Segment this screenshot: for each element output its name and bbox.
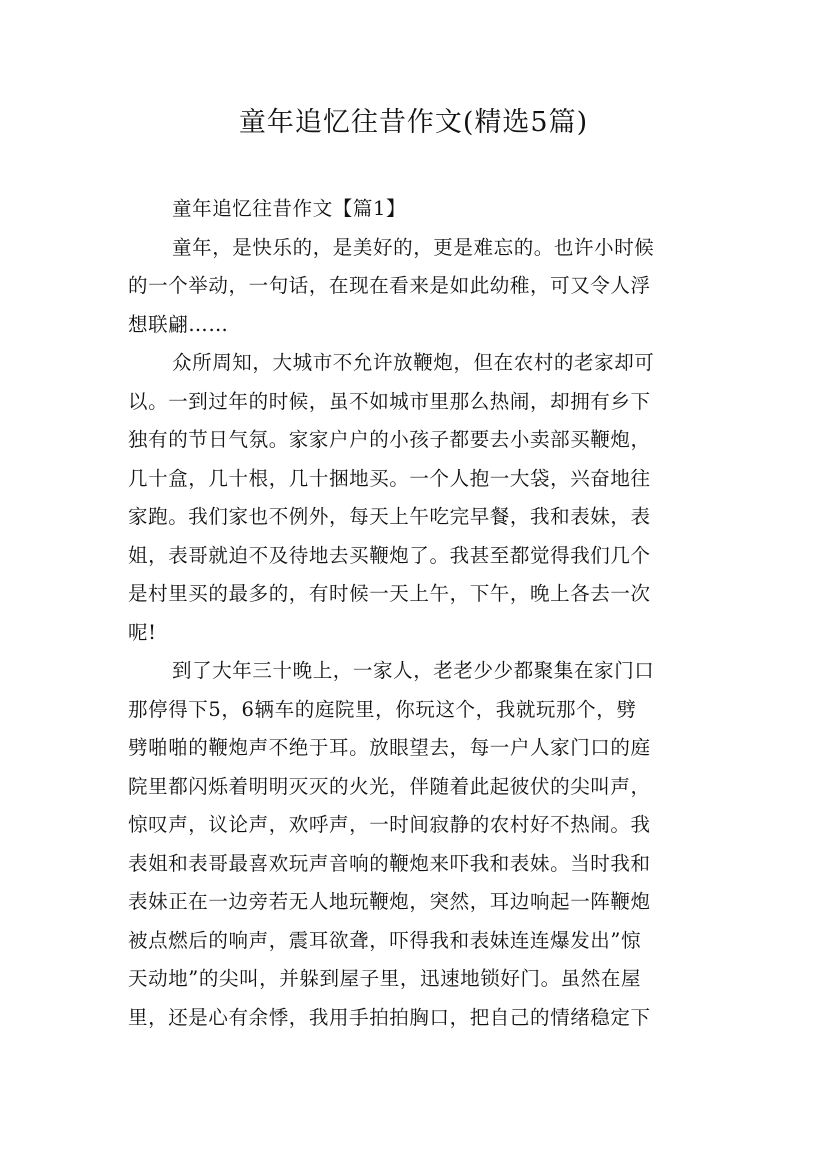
text-line: 到了大年三十晚上，一家人，老老少少都聚集在家门口 — [172, 659, 655, 682]
text-line: 里，还是心有余悸，我用手拍拍胸口，把自己的情绪稳定下 — [128, 1005, 651, 1029]
text-line: 表妹正在一边旁若无人地玩鞭炮，突然，耳边响起一阵鞭炮 — [128, 890, 651, 913]
text-line: 表姐和表哥最喜欢玩声音响的鞭炮来吓我和表妹。当时我和 — [128, 851, 651, 875]
text-line: 以。一到过年的时候，虽不如城市里那么热闹，却拥有乡下 — [128, 389, 651, 413]
text-line: 劈啪啪的鞭炮声不绝于耳。放眼望去，每一户人家门口的庭 — [128, 736, 651, 759]
text-line: 那停得下5，6辆车的庭院里，你玩这个，我就玩那个，劈 — [128, 697, 637, 721]
text-line: 独有的节日气氛。家家户户的小孩子都要去小卖部买鞭炮， — [128, 428, 651, 451]
text-line: 天动地”的尖叫，并躲到屋子里，迅速地锁好门。虽然在屋 — [128, 967, 642, 990]
text-line: 想联翩…… — [128, 312, 229, 336]
section-heading: 童年追忆往昔作文【篇1】 — [172, 197, 407, 220]
text-line: 童年，是快乐的，是美好的，更是难忘的。也许小时候 — [172, 235, 655, 259]
document-title: 童年追忆往昔作文(精选5篇) — [238, 107, 589, 138]
text-line: 几十盒，几十根，几十捆地买。一个人抱一大袋，兴奋地往 — [128, 466, 651, 490]
text-line: 家跑。我们家也不例外，每天上午吃完早餐，我和表妹，表 — [128, 505, 651, 528]
document-body — [128, 190, 704, 1037]
text-line: 的一个举动，一句话，在现在看来是如此幼稚，可又令人浮 — [128, 274, 651, 297]
text-line: 惊叹声，议论声，欢呼声，一时间寂静的农村好不热闹。我 — [128, 813, 651, 836]
text-line: 被点燃后的响声，震耳欲聋，吓得我和表妹连连爆发出”惊 — [128, 928, 642, 952]
text-line: 众所周知，大城市不允许放鞭炮，但在农村的老家却可 — [172, 351, 655, 374]
text-line: 是村里买的最多的，有时候一天上午，下午，晚上各去一次 — [128, 582, 651, 605]
text-line: 院里都闪烁着明明灭灭的火光，伴随着此起彼伏的尖叫声， — [128, 774, 651, 798]
text-line: 姐，表哥就迫不及待地去买鞭炮了。我甚至都觉得我们几个 — [128, 543, 651, 567]
text-line: 呢! — [128, 620, 157, 644]
